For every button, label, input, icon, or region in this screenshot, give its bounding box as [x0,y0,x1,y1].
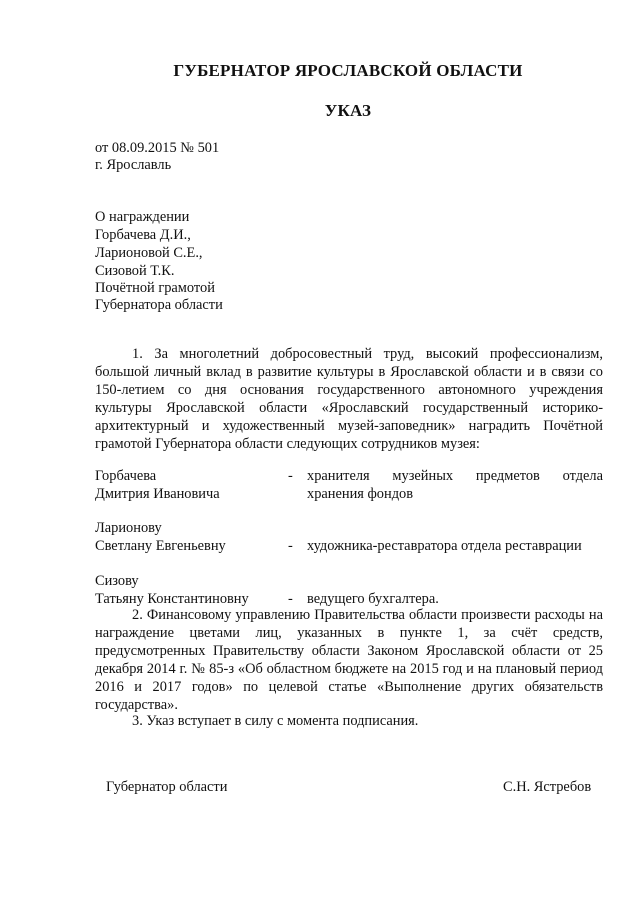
subject-line: Горбачева Д.И., [95,227,191,243]
awardee-position-cont: хранения фондов [307,486,414,502]
subject-line: Почётной грамотой [95,280,215,296]
awardee-entry [0,519,640,559]
subject-line: О награждении [95,209,190,225]
paragraph-3: 3. Указ вступает в силу с момента подписания. [132,713,419,729]
awardee-surname: Сизову [95,573,139,589]
awardee-position: художника-реставратора отдела реставрации [307,538,582,554]
decree-city: г. Ярославль [95,157,172,173]
awardee-surname: Ларионову [95,520,162,536]
paragraph-1: 1. За многолетний добросовестный труд, высокий профессионализм, большой личный вклад в развитие культуры в Ярославской области и в связи со 150-летием со дня основания государственного автономного учреждения культуры Ярославской области «Ярославский государственный историко-архитектурный и художественный музей-заповедник» наградить Почётной грамотой Губернатора области следующих сотрудников музея: [95,346,603,452]
subject-line: Ларионовой С.Е., [95,245,203,261]
document-type-title: УКАЗ [324,101,372,120]
issuer-title: ГУБЕРНАТОР ЯРОСЛАВСКОЙ ОБЛАСТИ [173,61,523,80]
awardee-entry [0,467,640,507]
subject-line: Сизовой Т.К. [95,263,175,279]
awardee-given-name: Татьяну Константиновну [95,591,249,607]
awardee-position: хранителя музейных предметов отдела [307,468,603,484]
signatory-name: С.Н. Ястребов [503,779,592,795]
awardee-given-name: Дмитрия Ивановича [95,486,220,502]
subject-line: Губернатора области [95,297,223,313]
awardee-dash: - [288,468,293,484]
paragraph-2: 2. Финансовому управлению Правительства области произвести расходы на награждение цветами лиц, указанных в пункте 1, за счёт средств, предусмотренных Правительству области Законом Ярославской области от 25 декабря 2014 г. № 85-з «Об областном бюджете на 2015 год и на плановый период 2016 и 2017 годов» по целевой статье «Выполнение других обязательств государства». [95,607,603,713]
decree-date-number: от 08.09.2015 № 501 [95,140,220,156]
awardee-given-name: Светлану Евгеньевну [95,538,226,554]
awardee-dash: - [288,591,293,607]
awardee-position: ведущего бухгалтера. [307,591,439,607]
awardee-surname: Горбачева [95,468,157,484]
signatory-position: Губернатор области [106,779,228,795]
awardee-dash: - [288,538,293,554]
